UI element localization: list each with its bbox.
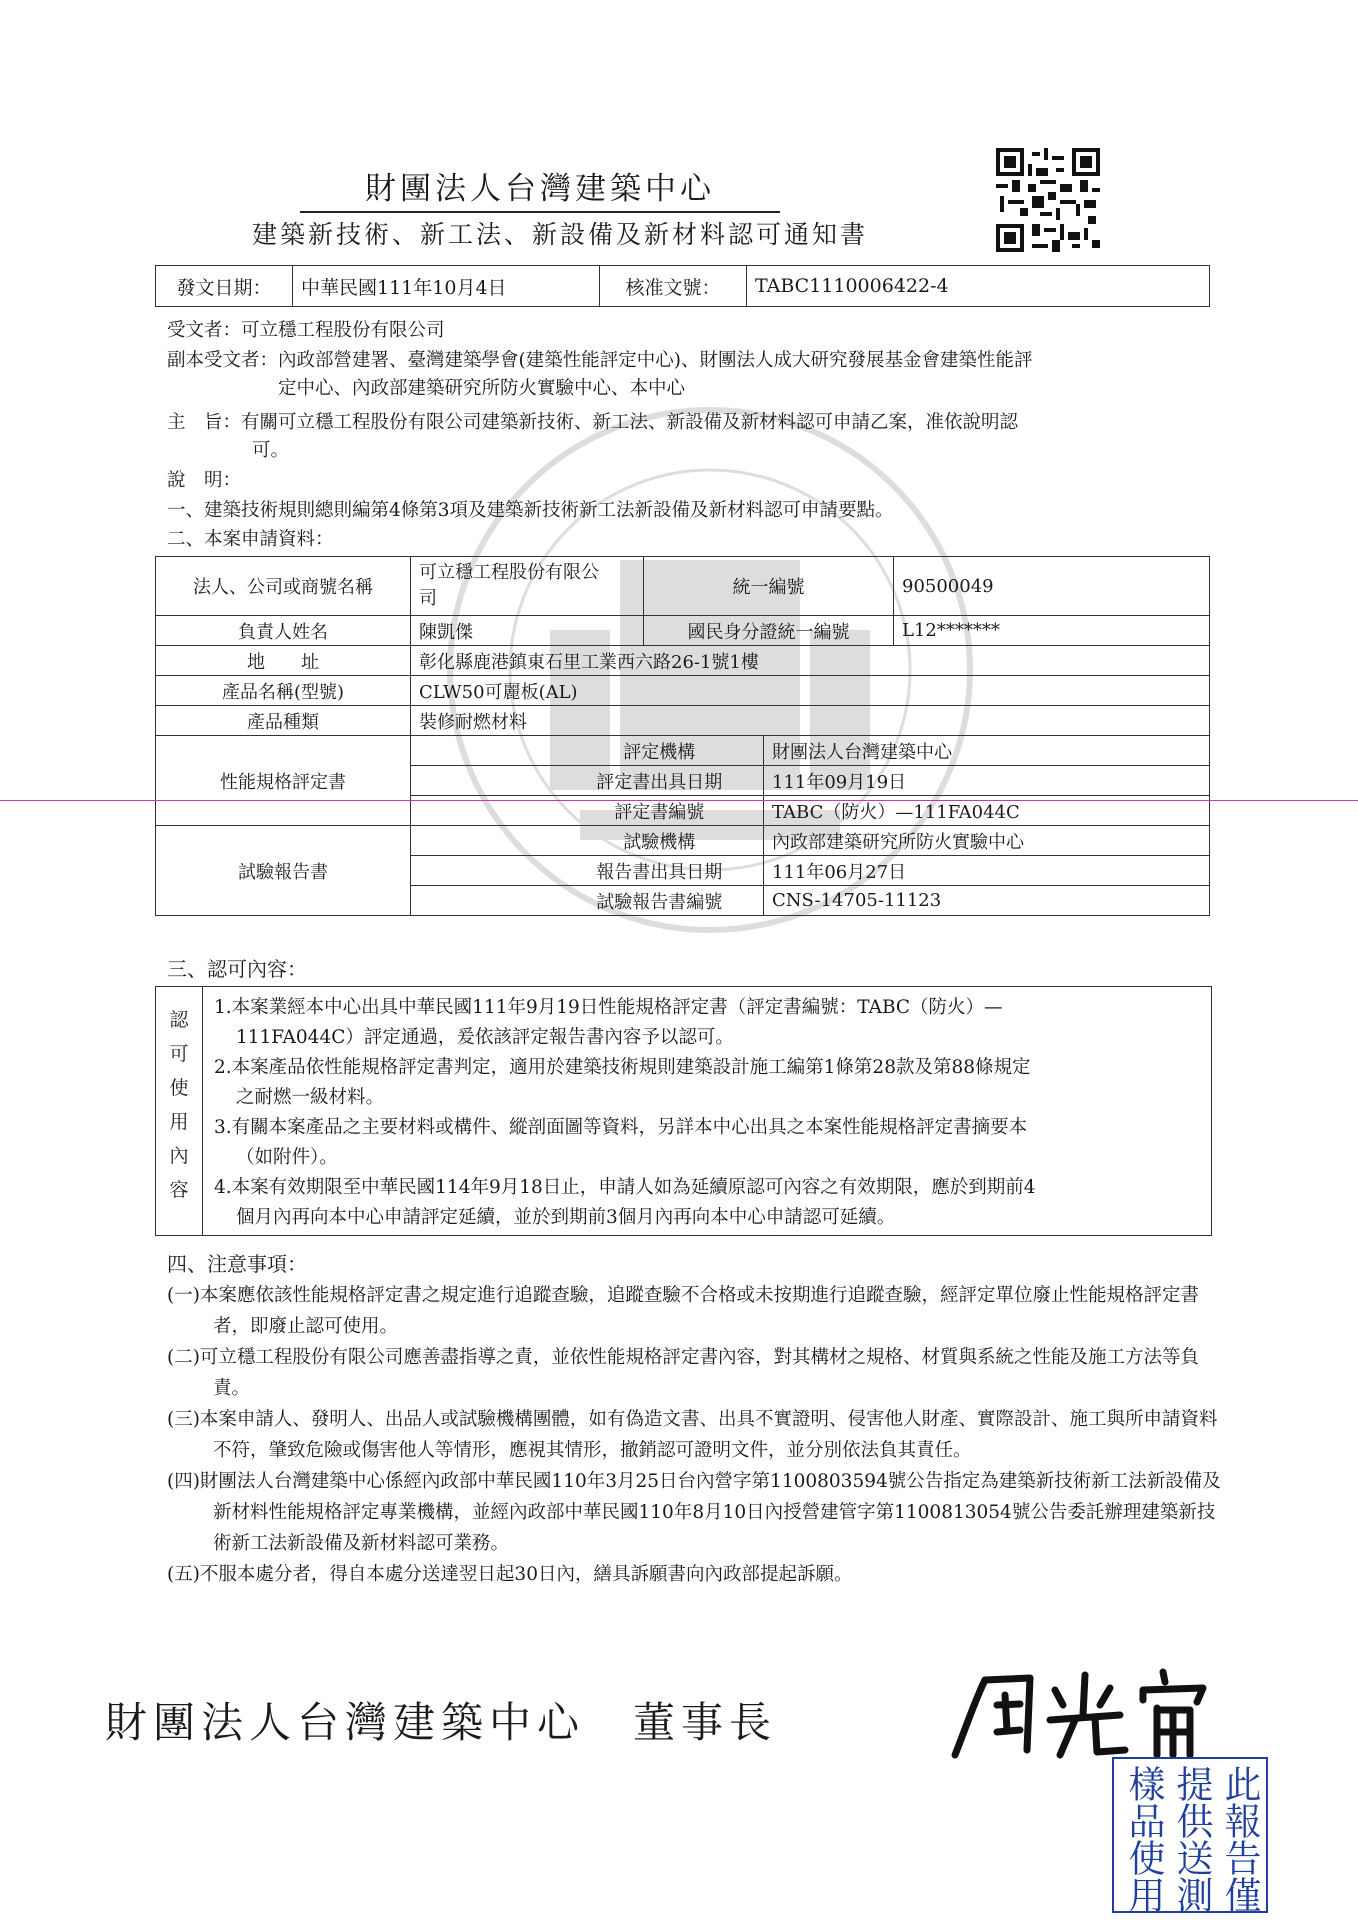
stamp-text: 提供送測 [1170,1765,1213,1913]
application-table [155,556,1210,916]
perf-date-label: 評定書出具日期 [556,766,764,796]
representative-label: 負責人姓名 [156,616,411,646]
org-title: 財團法人台灣建築中心 [300,163,780,213]
national-id-label: 國民身分證統一編號 [644,616,894,646]
stamp-text: 樣品使用 [1122,1765,1165,1913]
tax-id-label: 統一編號 [644,557,894,616]
docno-label: 核准文號： [600,266,747,307]
approval-box [155,986,1212,1236]
chairman-signature [935,1660,1235,1770]
stamp-col-2 [1168,1765,1214,1919]
approval-item-3a: 3.有關本案產品之主要材料或構件、縱剖面圖等資料，另詳本中心出具之本案性能規格評定書摘要本 [214,1117,1028,1138]
cc-line-2: 定中心、內政部建築研究所防火實驗中心、本中心 [278,378,686,399]
product-label: 產品名稱(型號) [156,676,411,706]
note-3: (三)本案申請人、發明人、出品人或試驗機構團體，如有偽造文書、出具不實證明、侵害他人財產、實際設計、施工與所申請資料不符，肇致危險或傷害他人等情形，應視其情形，撤銷認可證明文件，並分別依法負其責任。 [167,1409,1218,1461]
note-4: (四)財團法人台灣建築中心係經內政部中華民國110年3月25日台內營字第1100803594號公告指定為建築新技術新工法新設備及新材料性能規格評定專業機構，並經內政部中華民國110年8月10日內授營建管字第1100813054號公告委託辦理建築新技術新工法新設備及新材料認可業務。 [167,1471,1221,1554]
side-char: 內 [169,1145,189,1167]
stamp-col-3 [1120,1765,1166,1919]
note-2: (二)可立穩工程股份有限公司應善盡指導之責，並依性能規格評定書內容，對其構材之規格、材質與系統之性能及施工方法等負責。 [167,1347,1199,1399]
subject-line-2: 可。 [252,440,290,461]
test-date-label: 報告書出具日期 [556,856,764,886]
test-org-value: 內政部建築研究所防火實驗中心 [764,826,1210,856]
approval-item-1a: 1.本案業經本中心出具中華民國111年9月19日性能規格評定書（評定書編號：TABC（防火）— [214,997,1003,1018]
approval-item-1b: 111FA044C）評定通過，爰依該評定報告書內容予以認可。 [236,1027,734,1048]
national-id-value: L12******* [894,616,1210,646]
signature-line: 財團法人台灣建築中心 董事長 [105,1698,778,1747]
approval-item-2a: 2.本案產品依性能規格評定書判定，適用於建築技術規則建築設計施工編第1條第28款及第88條規定 [214,1057,1031,1078]
doc-title: 建築新技術、新工法、新設備及新材料認可通知書 [251,220,868,249]
qr-code [996,148,1100,252]
test-date-value: 111年06月27日 [764,856,1210,886]
perf-org-value: 財團法人台灣建築中心 [764,736,1210,766]
product-value: CLW50可麗板(AL) [411,676,1210,706]
side-char: 使 [169,1077,189,1099]
stamp-text: 此報告僅 [1218,1765,1261,1913]
company-value-2: 司 [419,588,437,609]
test-no-label: 試驗報告書編號 [556,886,764,916]
cc-line-1: 副本受文者：內政部營建署、臺灣建築學會(建築性能評定中心)、財團法人成大研究發展基金會建築性能評 [167,350,1033,371]
stamp-col-1 [1216,1765,1262,1919]
company-value-1: 可立穩工程股份有限公 [419,562,599,583]
side-char: 容 [169,1179,189,1201]
representative-value: 陳凱傑 [411,616,644,646]
address-value: 彰化縣鹿港鎮東石里工業西六路26-1號1樓 [411,646,1210,676]
date-label: 發文日期： [156,266,293,307]
recipient: 受文者：可立穩工程股份有限公司 [167,320,445,341]
address-label: 地 址 [156,646,411,676]
approval-item-4b: 個月內再向本中心申請評定延續，並於到期前3個月內再向本中心申請認可延續。 [236,1207,896,1228]
notes-list [167,1280,1227,1590]
explain-item-1: 一、建築技術規則總則編第4條第3項及建築新技術新工法新設備及新材料認可申請要點。 [167,500,894,521]
explain-item-2: 二、本案申請資料： [167,529,334,550]
approval-item-4a: 4.本案有效期限至中華民國114年9月18日止，申請人如為延續原認可內容之有效期限，應於到期前4 [214,1177,1036,1198]
perf-org-label: 評定機構 [556,736,764,766]
perf-no-value: TABC（防火）—111FA044C [764,796,1210,826]
side-char: 可 [169,1043,189,1065]
subject-line-1: 主 旨：有關可立穩工程股份有限公司建築新技術、新工法、新設備及新材料認可申請乙案，准依說明認 [167,412,1019,433]
side-char: 認 [169,1009,189,1031]
docno-value: TABC1110006422-4 [747,266,1210,307]
note-5: (五)不服本處分者，得自本處分送達翌日起30日內，繕具訴願書向內政部提起訴願。 [167,1564,853,1585]
notes-heading: 四、注意事項： [167,1252,307,1276]
performance-cert-label: 性能規格評定書 [156,736,411,826]
note-1: (一)本案應依該性能規格評定書之規定進行追蹤查驗，追蹤查驗不合格或未按期進行追蹤查驗，經評定單位廢止性能規格評定書者，即廢止認可使用。 [167,1285,1199,1337]
side-char: 用 [169,1111,189,1133]
approval-heading: 三、認可內容： [167,957,307,981]
test-no-value: CNS-14705-11123 [764,886,1210,916]
company-label: 法人、公司或商號名稱 [156,557,411,616]
product-type-label: 產品種類 [156,706,411,736]
explain-label: 說 明： [167,470,242,491]
scan-line [0,800,1358,801]
test-report-label: 試驗報告書 [156,826,411,916]
approval-item-3b: （如附件）。 [236,1147,338,1168]
perf-date-value: 111年09月19日 [764,766,1210,796]
tax-id-value: 90500049 [894,557,1210,616]
date-value: 中華民國111年10月4日 [293,266,600,307]
product-type-value: 裝修耐燃材料 [411,706,1210,736]
test-org-label: 試驗機構 [556,826,764,856]
sample-use-stamp [1112,1757,1268,1913]
approval-item-2b: 之耐燃一級材料。 [236,1087,385,1108]
approval-side-label [156,987,203,1235]
perf-no-label: 評定書編號 [556,796,764,826]
header-table [155,265,1210,307]
